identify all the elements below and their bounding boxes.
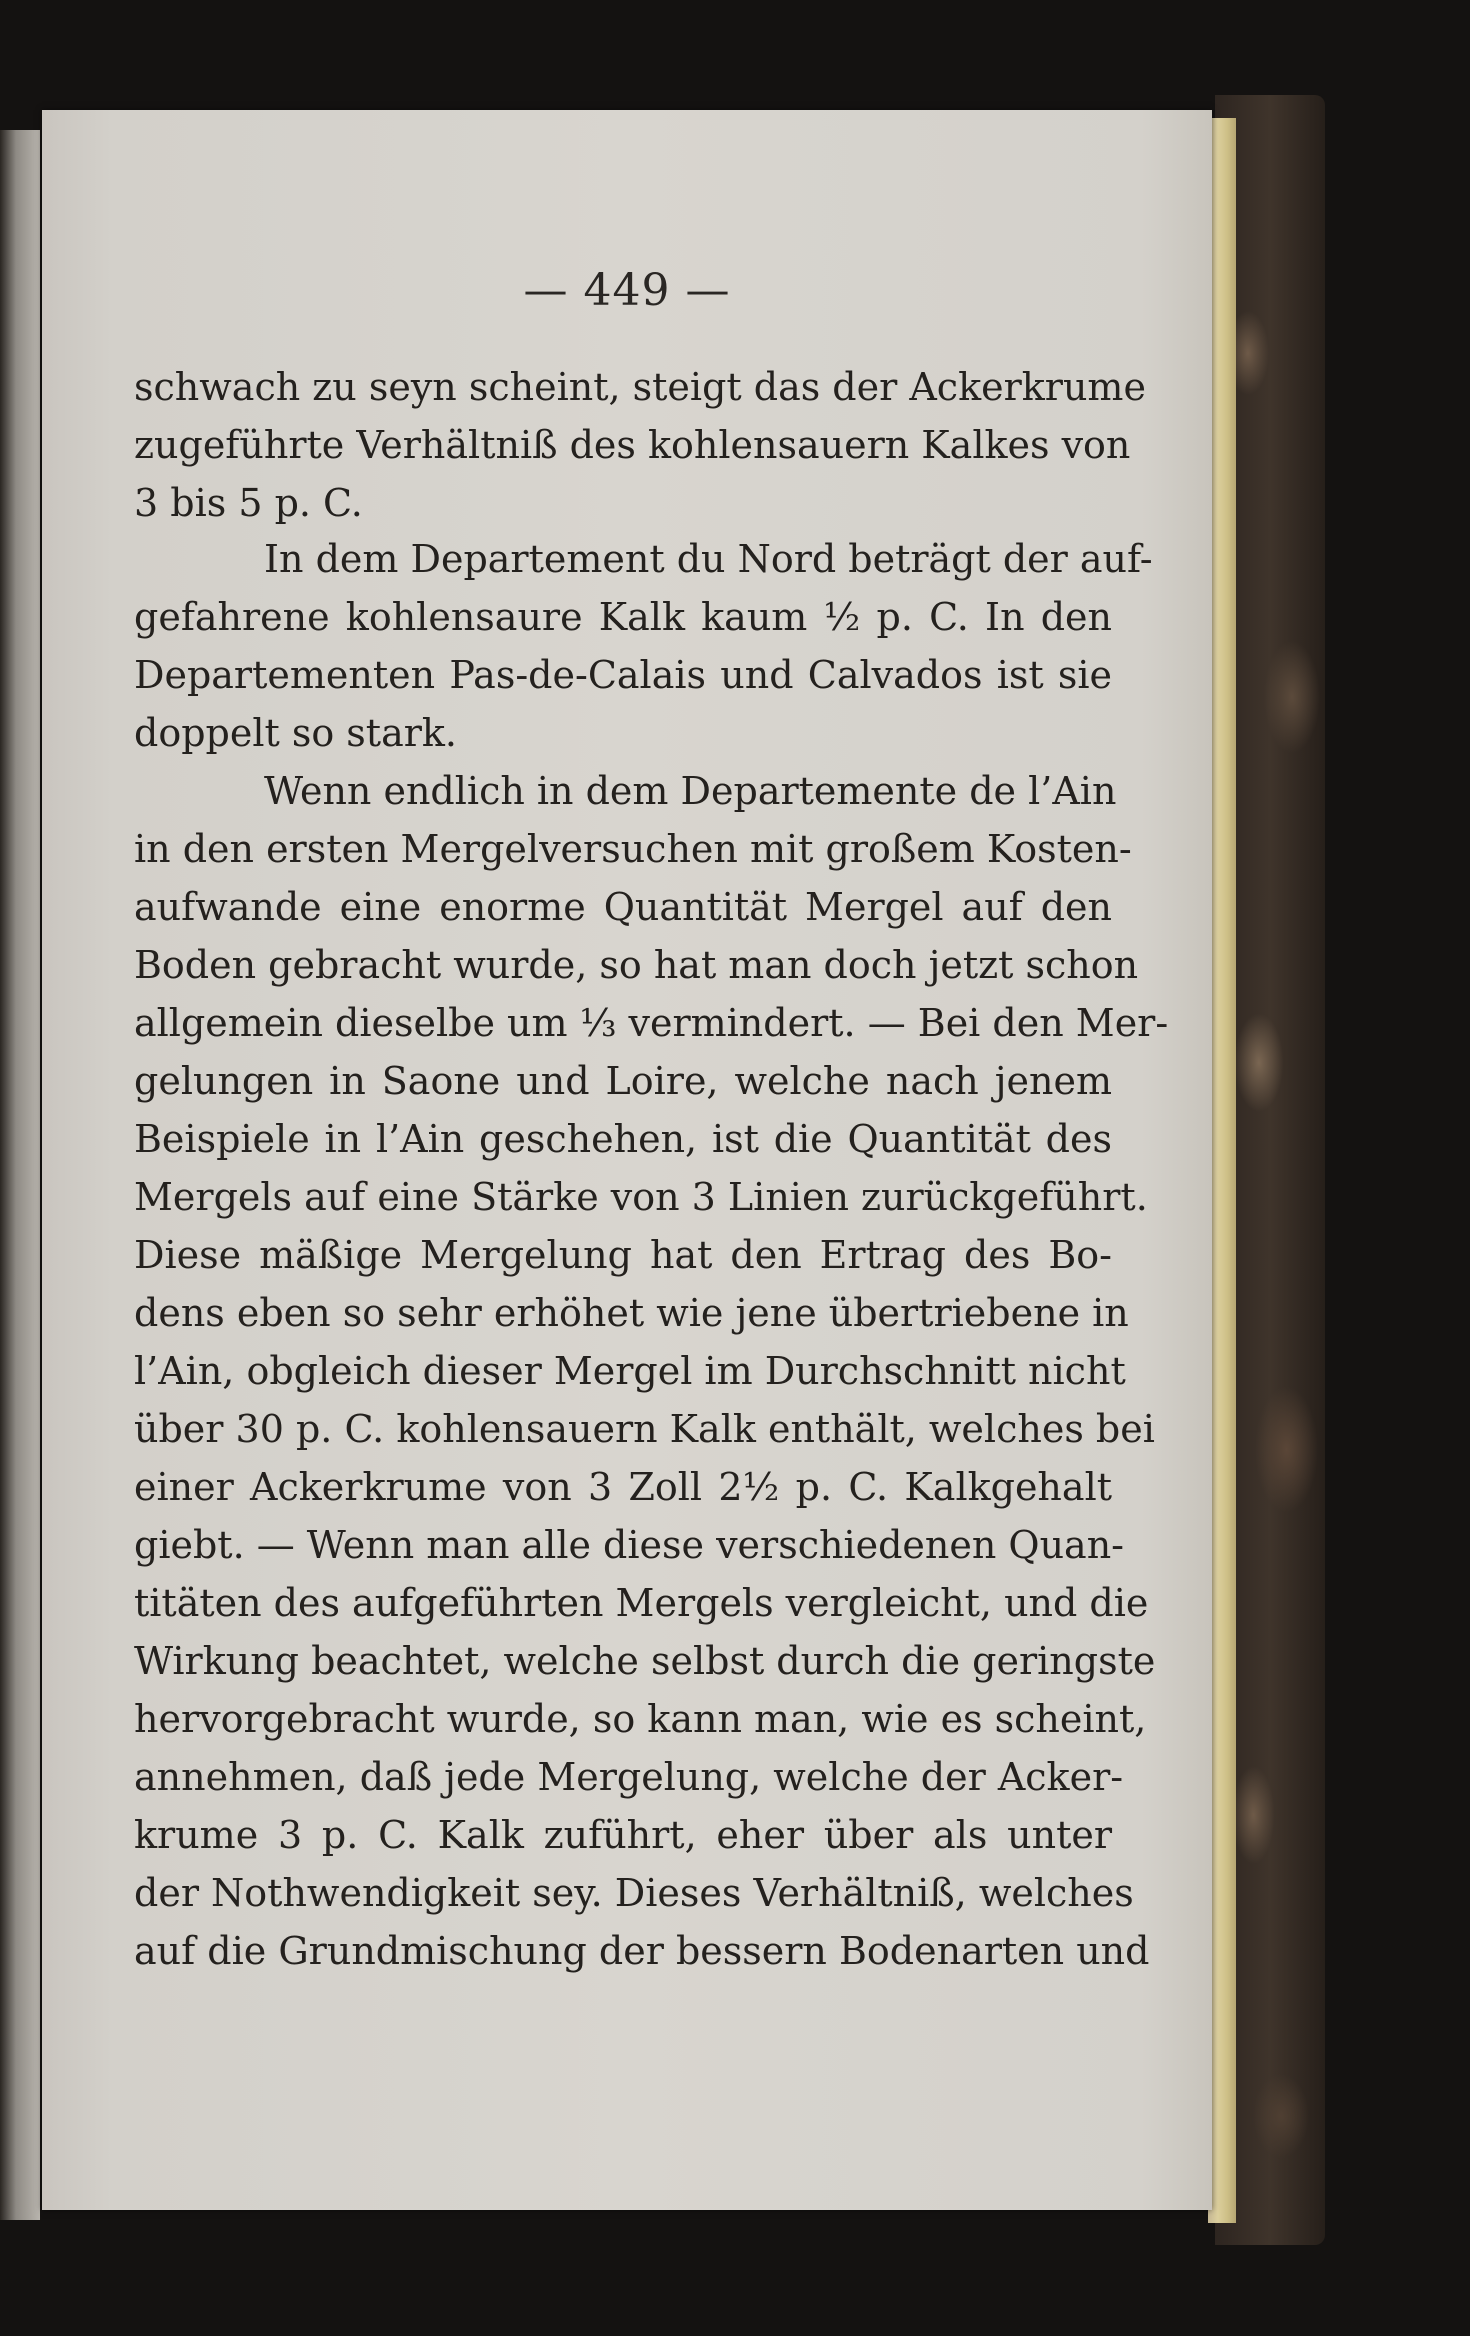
- text-line: einer Ackerkrume von 3 Zoll 2½ p. C. Kalkgehalt: [134, 1465, 1112, 1509]
- text-line: Wenn endlich in dem Departemente de l’Ain: [264, 769, 1117, 813]
- text-line: allgemein dieselbe um ⅓ vermindert. — Bei den Mer-: [134, 1001, 1169, 1045]
- text-line: dens eben so sehr erhöhet wie jene übertriebene in: [134, 1291, 1129, 1335]
- book-page: [42, 110, 1212, 2210]
- text-line: titäten des aufgeführten Mergels vergleicht, und die: [134, 1581, 1149, 1625]
- previous-page-edge: [0, 130, 40, 2220]
- text-line: Beispiele in l’Ain geschehen, ist die Quantität des: [134, 1117, 1112, 1161]
- text-line: Mergels auf eine Stärke von 3 Linien zurückgeführt.: [134, 1175, 1148, 1219]
- page-number: — 449 —: [523, 265, 731, 316]
- text-line: doppelt so stark.: [134, 711, 457, 755]
- text-line: In dem Departement du Nord beträgt der auf-: [264, 537, 1153, 581]
- text-line: krume 3 p. C. Kalk zuführt, eher über als unter: [134, 1813, 1112, 1857]
- text-line: giebt. — Wenn man alle diese verschiedenen Quan-: [134, 1523, 1125, 1567]
- text-line: l’Ain, obgleich dieser Mergel im Durchschnitt nicht: [134, 1349, 1126, 1393]
- text-line: gefahrene kohlensaure Kalk kaum ½ p. C. In den: [134, 595, 1112, 639]
- text-line: 3 bis 5 p. C.: [134, 481, 363, 525]
- text-line: Diese mäßige Mergelung hat den Ertrag des Bo-: [134, 1233, 1112, 1277]
- text-line: über 30 p. C. kohlensauern Kalk enthält, welches bei: [134, 1407, 1155, 1451]
- text-line: schwach zu seyn scheint, steigt das der Ackerkrume: [134, 365, 1146, 409]
- text-line: Wirkung beachtet, welche selbst durch die geringste: [134, 1639, 1156, 1683]
- text-line: Boden gebracht wurde, so hat man doch jetzt schon: [134, 943, 1139, 987]
- text-line: Departementen Pas-de-Calais und Calvados ist sie: [134, 653, 1112, 697]
- text-line: annehmen, daß jede Mergelung, welche der Acker-: [134, 1755, 1124, 1799]
- text-line: gelungen in Saone und Loire, welche nach jenem: [134, 1059, 1112, 1103]
- text-line: aufwande eine enorme Quantität Mergel auf den: [134, 885, 1112, 929]
- text-line: hervorgebracht wurde, so kann man, wie es scheint,: [134, 1697, 1147, 1741]
- text-line: der Nothwendigkeit sey. Dieses Verhältniß, welches: [134, 1871, 1134, 1915]
- text-line: zugeführte Verhältniß des kohlensauern Kalkes von: [134, 423, 1131, 467]
- text-line: in den ersten Mergelversuchen mit großem Kosten-: [134, 827, 1132, 871]
- page-fore-edge: [1208, 118, 1236, 2223]
- text-line: auf die Grundmischung der bessern Bodenarten und: [134, 1929, 1150, 1973]
